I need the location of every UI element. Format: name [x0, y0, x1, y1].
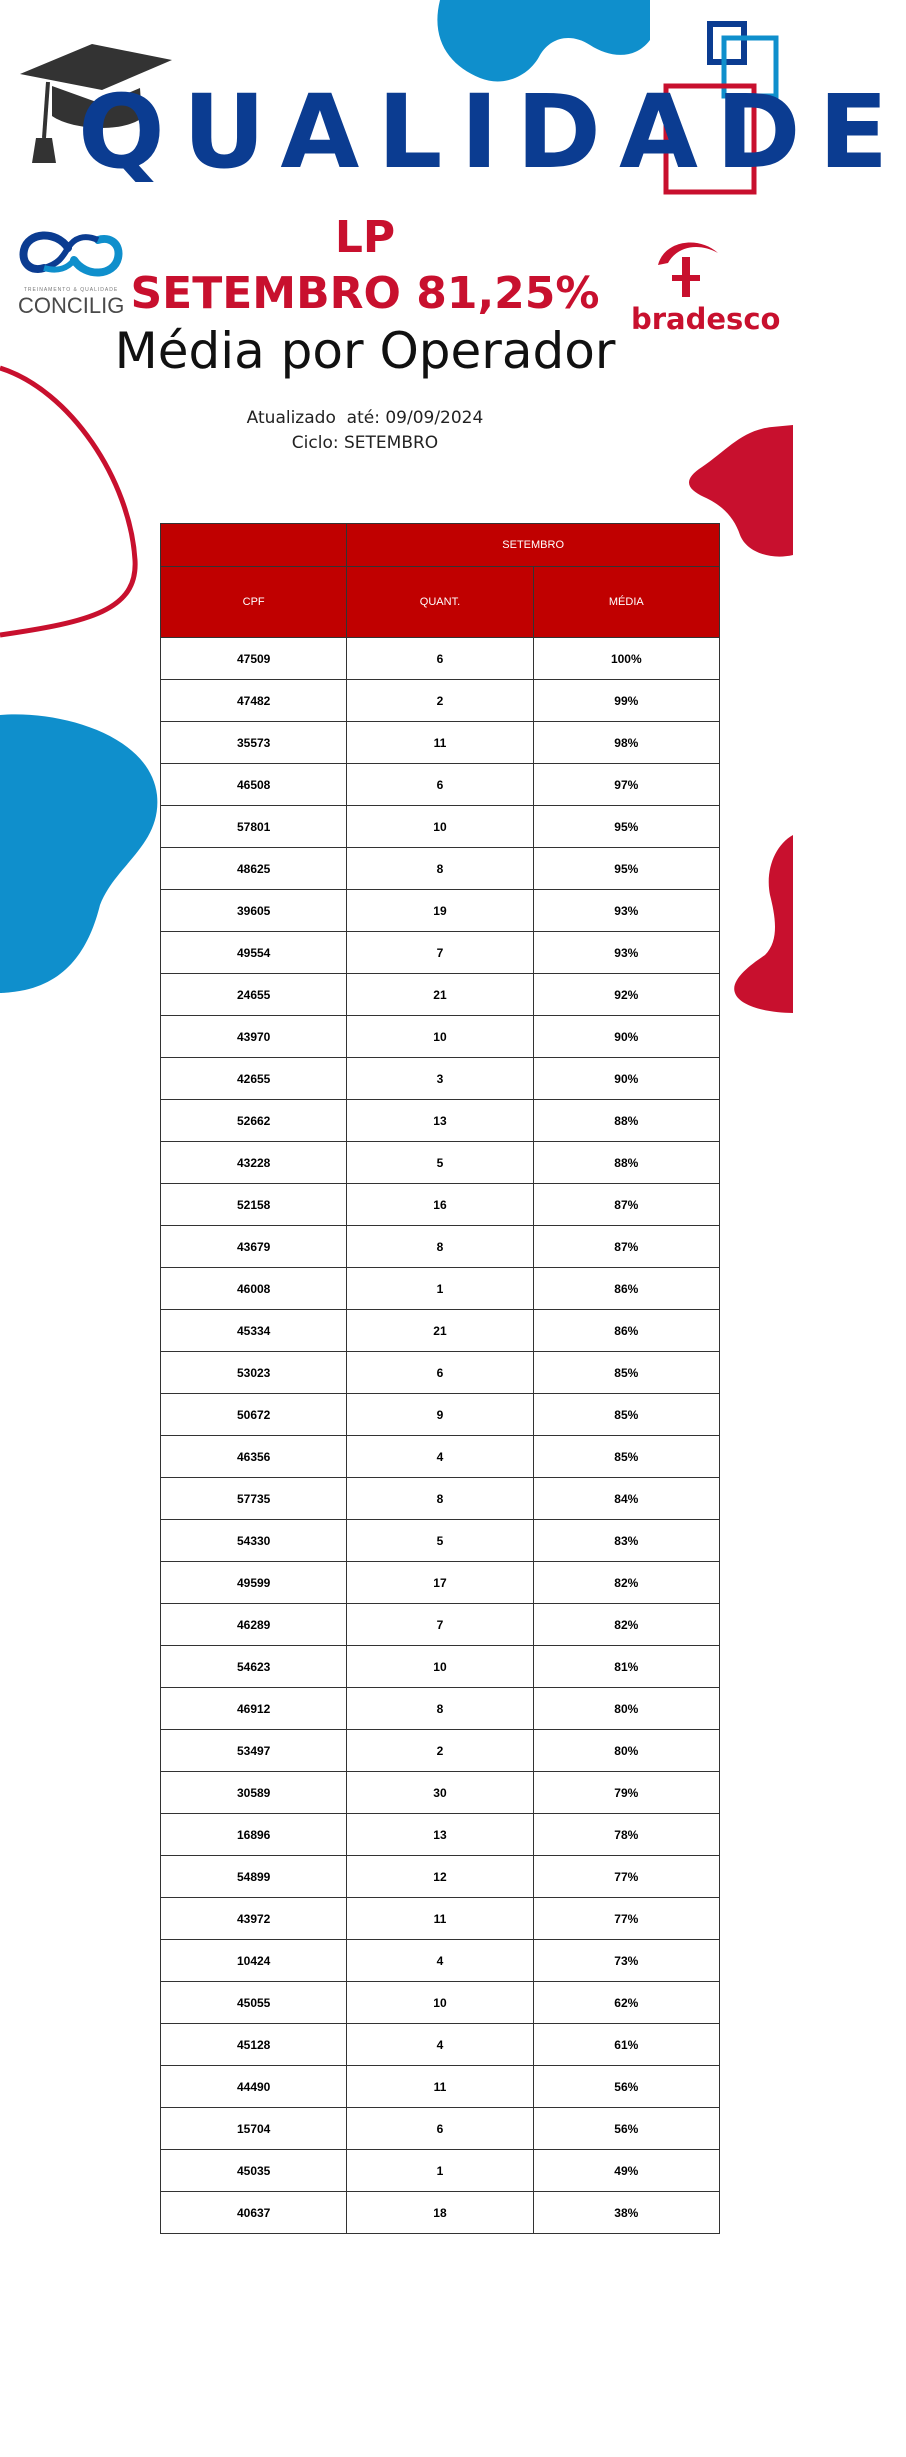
subtitle: Média por Operador [114, 322, 616, 380]
cpf-cell: 43679 [161, 1226, 347, 1268]
cpf-cell: 44490 [161, 2066, 347, 2108]
table-row [161, 1646, 720, 1688]
quant-cell: 19 [347, 890, 533, 932]
quant-cell: 4 [347, 1436, 533, 1478]
media-cell: 93% [533, 932, 719, 974]
cpf-cell: 35573 [161, 722, 347, 764]
media-cell: 56% [533, 2108, 719, 2150]
cpf-cell: 54330 [161, 1520, 347, 1562]
cycle-line [0, 433, 730, 453]
media-cell: 90% [533, 1058, 719, 1100]
bradesco-logo: bradesco [631, 302, 781, 336]
cpf-cell: 52662 [161, 1100, 347, 1142]
table-row [161, 1058, 720, 1100]
cpf-cell: 40637 [161, 2192, 347, 2234]
table-row [161, 2192, 720, 2234]
media-cell: 88% [533, 1142, 719, 1184]
table-row [161, 2066, 720, 2108]
table-row [161, 1688, 720, 1730]
cpf-cell: 47482 [161, 680, 347, 722]
quant-cell: 8 [347, 1478, 533, 1520]
table-row [161, 1940, 720, 1982]
cpf-cell: 43972 [161, 1898, 347, 1940]
table-row [161, 1898, 720, 1940]
table-row [161, 1310, 720, 1352]
cpf-cell: 43228 [161, 1142, 347, 1184]
media-cell: 95% [533, 806, 719, 848]
media-cell: 73% [533, 1940, 719, 1982]
media-cell: 93% [533, 890, 719, 932]
cpf-cell: 57735 [161, 1478, 347, 1520]
concilig-tagline: TREINAMENTO & QUALIDADE [23, 287, 119, 293]
cpf-cell: 43970 [161, 1016, 347, 1058]
media-cell: 97% [533, 764, 719, 806]
table-row [161, 764, 720, 806]
quant-cell: 11 [347, 722, 533, 764]
quant-cell: 12 [347, 1856, 533, 1898]
media-cell: 38% [533, 2192, 719, 2234]
headline: SETEMBRO 81,25% [130, 268, 600, 319]
media-cell: 98% [533, 722, 719, 764]
quant-cell: 10 [347, 1646, 533, 1688]
media-cell: 92% [533, 974, 719, 1016]
quant-cell: 13 [347, 1814, 533, 1856]
cpf-cell: 54899 [161, 1856, 347, 1898]
cpf-cell: 30589 [161, 1772, 347, 1814]
table-row [161, 638, 720, 680]
cpf-cell: 54623 [161, 1646, 347, 1688]
media-cell: 88% [533, 1100, 719, 1142]
quant-cell: 21 [347, 1310, 533, 1352]
cpf-cell: 16896 [161, 1814, 347, 1856]
quant-cell: 5 [347, 1142, 533, 1184]
quant-cell: 13 [347, 1100, 533, 1142]
table-row [161, 932, 720, 974]
table-row [161, 1604, 720, 1646]
quant-cell: 5 [347, 1520, 533, 1562]
media-cell: 86% [533, 1310, 719, 1352]
media-cell: 100% [533, 638, 719, 680]
operator-table [160, 523, 720, 2234]
media-cell: 87% [533, 1184, 719, 1226]
concilig-name: CONCILIG [18, 293, 125, 318]
quant-cell: 16 [347, 1184, 533, 1226]
quant-cell: 2 [347, 1730, 533, 1772]
table-row [161, 974, 720, 1016]
table-row [161, 1730, 720, 1772]
table-row [161, 1856, 720, 1898]
cpf-cell: 49554 [161, 932, 347, 974]
table-row [161, 1142, 720, 1184]
quant-cell: 17 [347, 1562, 533, 1604]
cpf-cell: 10424 [161, 1940, 347, 1982]
quant-cell: 18 [347, 2192, 533, 2234]
cpf-cell: 49599 [161, 1562, 347, 1604]
media-cell: 87% [533, 1226, 719, 1268]
table-row [161, 1226, 720, 1268]
quant-cell: 10 [347, 1016, 533, 1058]
table-row [161, 1772, 720, 1814]
media-cell: 82% [533, 1562, 719, 1604]
media-cell: 99% [533, 680, 719, 722]
cpf-cell: 24655 [161, 974, 347, 1016]
cpf-cell: 52158 [161, 1184, 347, 1226]
quant-cell: 8 [347, 1688, 533, 1730]
table-row [161, 890, 720, 932]
table-row [161, 1016, 720, 1058]
cpf-cell: 45055 [161, 1982, 347, 2024]
quant-cell: 6 [347, 764, 533, 806]
cpf-cell: 53023 [161, 1352, 347, 1394]
cycle-label: Ciclo: [291, 433, 339, 453]
quant-cell: 3 [347, 1058, 533, 1100]
table-row [161, 2150, 720, 2192]
cpf-cell: 46508 [161, 764, 347, 806]
table-row [161, 1436, 720, 1478]
table-row [161, 1814, 720, 1856]
cpf-cell: 46912 [161, 1688, 347, 1730]
quant-cell: 11 [347, 2066, 533, 2108]
media-cell: 77% [533, 1898, 719, 1940]
cpf-cell: 46356 [161, 1436, 347, 1478]
cpf-cell: 47509 [161, 638, 347, 680]
media-cell: 85% [533, 1394, 719, 1436]
group-header: SETEMBRO [347, 524, 720, 567]
table-row [161, 1268, 720, 1310]
cpf-cell: 45334 [161, 1310, 347, 1352]
media-cell: 85% [533, 1436, 719, 1478]
cpf-cell: 57801 [161, 806, 347, 848]
cpf-cell: 42655 [161, 1058, 347, 1100]
media-cell: 90% [533, 1016, 719, 1058]
media-cell: 82% [533, 1604, 719, 1646]
media-cell: 85% [533, 1352, 719, 1394]
cpf-cell: 46008 [161, 1268, 347, 1310]
media-cell: 62% [533, 1982, 719, 2024]
blue-blob-left [0, 715, 160, 995]
table-row [161, 1100, 720, 1142]
quant-cell: 7 [347, 1604, 533, 1646]
quant-cell: 2 [347, 680, 533, 722]
media-cell: 49% [533, 2150, 719, 2192]
media-cell: 78% [533, 1814, 719, 1856]
quant-cell: 8 [347, 1226, 533, 1268]
media-cell: 83% [533, 1520, 719, 1562]
quant-cell: 1 [347, 1268, 533, 1310]
quant-cell: 6 [347, 2108, 533, 2150]
table-row [161, 2024, 720, 2066]
media-cell: 77% [533, 1856, 719, 1898]
table-row [161, 680, 720, 722]
quant-cell: 6 [347, 638, 533, 680]
media-cell: 86% [533, 1268, 719, 1310]
table-row [161, 1982, 720, 2024]
red-blob-right-bottom [730, 835, 793, 1015]
red-curve-left [0, 360, 150, 640]
page-title: QUALIDADE [78, 73, 906, 192]
media-cell: 95% [533, 848, 719, 890]
quant-cell: 9 [347, 1394, 533, 1436]
quant-cell: 10 [347, 806, 533, 848]
table-row [161, 806, 720, 848]
table-row [161, 1520, 720, 1562]
updated-value: 09/09/2024 [385, 408, 484, 428]
table-row [161, 1352, 720, 1394]
quant-cell: 10 [347, 1982, 533, 2024]
column-header-media: MÉDIA [533, 567, 719, 638]
quant-cell: 7 [347, 932, 533, 974]
cycle-value: SETEMBRO [344, 433, 439, 453]
product-label: LP [334, 212, 396, 263]
updated-label: Atualizado até: [246, 408, 380, 428]
cpf-cell: 53497 [161, 1730, 347, 1772]
table-row [161, 1562, 720, 1604]
table-row [161, 1394, 720, 1436]
quant-cell: 11 [347, 1898, 533, 1940]
updated-line [0, 408, 730, 428]
cpf-cell: 15704 [161, 2108, 347, 2150]
media-cell: 79% [533, 1772, 719, 1814]
media-cell: 81% [533, 1646, 719, 1688]
quant-cell: 4 [347, 1940, 533, 1982]
quant-cell: 21 [347, 974, 533, 1016]
media-cell: 84% [533, 1478, 719, 1520]
quant-cell: 4 [347, 2024, 533, 2066]
table-corner-cell [161, 524, 347, 567]
cpf-cell: 50672 [161, 1394, 347, 1436]
media-cell: 61% [533, 2024, 719, 2066]
table-row [161, 722, 720, 764]
quant-cell: 1 [347, 2150, 533, 2192]
media-cell: 56% [533, 2066, 719, 2108]
quant-cell: 6 [347, 1352, 533, 1394]
column-header-quant: QUANT. [347, 567, 533, 638]
cpf-cell: 48625 [161, 848, 347, 890]
quant-cell: 8 [347, 848, 533, 890]
quant-cell: 30 [347, 1772, 533, 1814]
table-row [161, 1478, 720, 1520]
cpf-cell: 39605 [161, 890, 347, 932]
table-body [161, 638, 720, 2234]
cpf-cell: 46289 [161, 1604, 347, 1646]
table-row [161, 2108, 720, 2150]
table-row [161, 848, 720, 890]
column-header-cpf: CPF [161, 567, 347, 638]
cpf-cell: 45128 [161, 2024, 347, 2066]
media-cell: 80% [533, 1730, 719, 1772]
cpf-cell: 45035 [161, 2150, 347, 2192]
media-cell: 80% [533, 1688, 719, 1730]
table-row [161, 1184, 720, 1226]
